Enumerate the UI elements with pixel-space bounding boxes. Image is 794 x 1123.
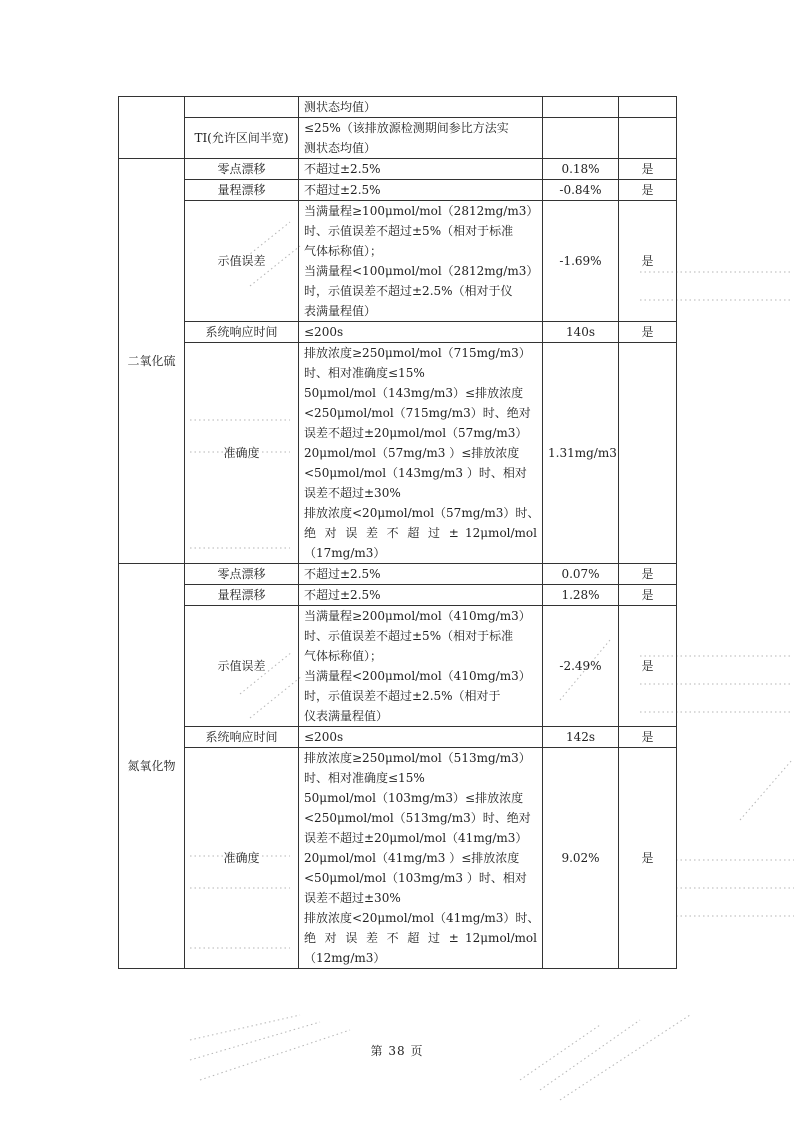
criteria-cell — [299, 118, 543, 159]
judgment-cell — [619, 118, 677, 159]
criteria-cell — [299, 727, 543, 748]
criteria-line: 不超过±2.5% — [304, 183, 381, 197]
item-cell: 准确度 — [185, 748, 299, 969]
criteria-line: 不超过±2.5% — [304, 567, 381, 581]
item-cell: 系统响应时间 — [185, 727, 299, 748]
criteria-line: 50μmol/mol（103mg/m3）≤排放浓度 — [304, 791, 524, 805]
result-cell: 9.02% — [543, 748, 619, 969]
table-row — [119, 322, 677, 343]
judgment-cell: 是 — [619, 201, 677, 322]
item-cell: TI(允许区间半宽) — [185, 118, 299, 159]
result-cell — [543, 97, 619, 118]
result-cell — [543, 118, 619, 159]
criteria-line: 测状态均值） — [304, 100, 377, 114]
criteria-cell — [299, 748, 543, 969]
criteria-line: 排放浓度<20μmol/mol（41mg/m3）时、 — [304, 911, 540, 925]
criteria-line: 时、示值误差不超过±5%（相对于标准 — [304, 224, 514, 238]
criteria-line: 不超过±2.5% — [304, 162, 381, 176]
criteria-line: ≤200s — [304, 325, 344, 339]
criteria-line: <50μmol/mol（103mg/m3 ）时、相对 — [304, 871, 527, 885]
criteria-cell — [299, 97, 543, 118]
criteria-line: 时、相对准确度≤15% — [304, 771, 425, 785]
group-cell-nox: 氮氧化物 — [119, 564, 185, 969]
item-cell: 示值误差 — [185, 201, 299, 322]
criteria-line: 绝 对 误 差 不 超 过 ± 12μmol/mol — [304, 526, 537, 540]
table-row — [119, 159, 677, 180]
judgment-cell: 是 — [619, 748, 677, 969]
criteria-line: 时、相对准确度≤15% — [304, 366, 425, 380]
result-cell: -2.49% — [543, 606, 619, 727]
item-cell: 零点漂移 — [185, 159, 299, 180]
table-row — [119, 180, 677, 201]
criteria-line: 当满量程≥100μmol/mol（2812mg/m3） — [304, 204, 539, 218]
criteria-line: <50μmol/mol（143mg/m3 ）时、相对 — [304, 466, 527, 480]
criteria-line: 当满量程<100μmol/mol（2812mg/m3） — [304, 264, 539, 278]
table-row — [119, 748, 677, 969]
item-cell: 量程漂移 — [185, 585, 299, 606]
result-cell: 0.07% — [543, 564, 619, 585]
criteria-cell — [299, 201, 543, 322]
criteria-line: 误差不超过±20μmol/mol（41mg/m3） — [304, 831, 528, 845]
table-row — [119, 97, 677, 118]
table-row — [119, 343, 677, 564]
group-cell-blank — [119, 97, 185, 159]
criteria-line: 当满量程<200μmol/mol（410mg/m3） — [304, 669, 531, 683]
table-row — [119, 585, 677, 606]
item-cell: 系统响应时间 — [185, 322, 299, 343]
table-row — [119, 118, 677, 159]
criteria-line: 20μmol/mol（57mg/m3 ）≤排放浓度 — [304, 446, 520, 460]
item-cell: 准确度 — [185, 343, 299, 564]
criteria-line: 20μmol/mol（41mg/m3 ）≤排放浓度 — [304, 851, 520, 865]
criteria-line: 排放浓度<20μmol/mol（57mg/m3）时、 — [304, 506, 540, 520]
criteria-line: 误差不超过±20μmol/mol（57mg/m3） — [304, 426, 528, 440]
criteria-line: 排放浓度≥250μmol/mol（715mg/m3） — [304, 346, 531, 360]
result-cell: -0.84% — [543, 180, 619, 201]
judgment-cell: 是 — [619, 322, 677, 343]
judgment-cell: 是 — [619, 727, 677, 748]
criteria-cell — [299, 159, 543, 180]
criteria-line: 表满量程值） — [304, 304, 377, 318]
criteria-cell — [299, 606, 543, 727]
criteria-line: 时，示值误差不超过±2.5%（相对于 — [304, 689, 501, 703]
judgment-cell: 是 — [619, 564, 677, 585]
criteria-line: 测状态均值） — [304, 141, 377, 155]
criteria-line: ≤200s — [304, 730, 344, 744]
result-cell: 1.28% — [543, 585, 619, 606]
criteria-line: 仪表满量程值） — [304, 709, 389, 723]
result-cell: 0.18% — [543, 159, 619, 180]
judgment-cell — [619, 97, 677, 118]
criteria-line: 排放浓度≥250μmol/mol（513mg/m3） — [304, 751, 531, 765]
criteria-line: ≤25%（该排放源检测期间参比方法实 — [304, 121, 509, 135]
judgment-cell: 是 — [619, 159, 677, 180]
item-cell: 零点漂移 — [185, 564, 299, 585]
judgment-cell — [619, 343, 677, 564]
table-row — [119, 564, 677, 585]
criteria-line: 误差不超过±30% — [304, 486, 401, 500]
criteria-line: 当满量程≥200μmol/mol（410mg/m3） — [304, 609, 531, 623]
criteria-cell — [299, 180, 543, 201]
criteria-line: 50μmol/mol（143mg/m3）≤排放浓度 — [304, 386, 524, 400]
criteria-cell — [299, 564, 543, 585]
criteria-line: 不超过±2.5% — [304, 588, 381, 602]
result-cell: 142s — [543, 727, 619, 748]
item-cell — [185, 97, 299, 118]
criteria-line: <250μmol/mol（715mg/m3）时、绝对 — [304, 406, 531, 420]
criteria-line: 气体标称值）； — [304, 244, 383, 258]
monitoring-spec-table — [118, 96, 677, 969]
criteria-line: 时、示值误差不超过±5%（相对于标准 — [304, 629, 514, 643]
criteria-line: 绝 对 误 差 不 超 过 ± 12μmol/mol — [304, 931, 537, 945]
item-cell: 示值误差 — [185, 606, 299, 727]
table-row — [119, 201, 677, 322]
criteria-line: <250μmol/mol（513mg/m3）时、绝对 — [304, 811, 531, 825]
judgment-cell: 是 — [619, 585, 677, 606]
criteria-line: （17mg/m3） — [304, 546, 386, 560]
criteria-line: （12mg/m3） — [304, 951, 386, 965]
result-cell: 140s — [543, 322, 619, 343]
page-number: 第 38 页 — [370, 1044, 424, 1058]
group-cell-so2: 二氧化硫 — [119, 159, 185, 564]
item-cell: 量程漂移 — [185, 180, 299, 201]
judgment-cell: 是 — [619, 180, 677, 201]
table-row — [119, 606, 677, 727]
criteria-cell — [299, 585, 543, 606]
criteria-line: 气体标称值）； — [304, 649, 383, 663]
criteria-line: 误差不超过±30% — [304, 891, 401, 905]
result-cell: 1.31mg/m3 — [543, 343, 619, 564]
result-cell: -1.69% — [543, 201, 619, 322]
table-row — [119, 727, 677, 748]
criteria-cell — [299, 322, 543, 343]
criteria-cell — [299, 343, 543, 564]
criteria-line: 时，示值误差不超过±2.5%（相对于仪 — [304, 284, 513, 298]
judgment-cell: 是 — [619, 606, 677, 727]
